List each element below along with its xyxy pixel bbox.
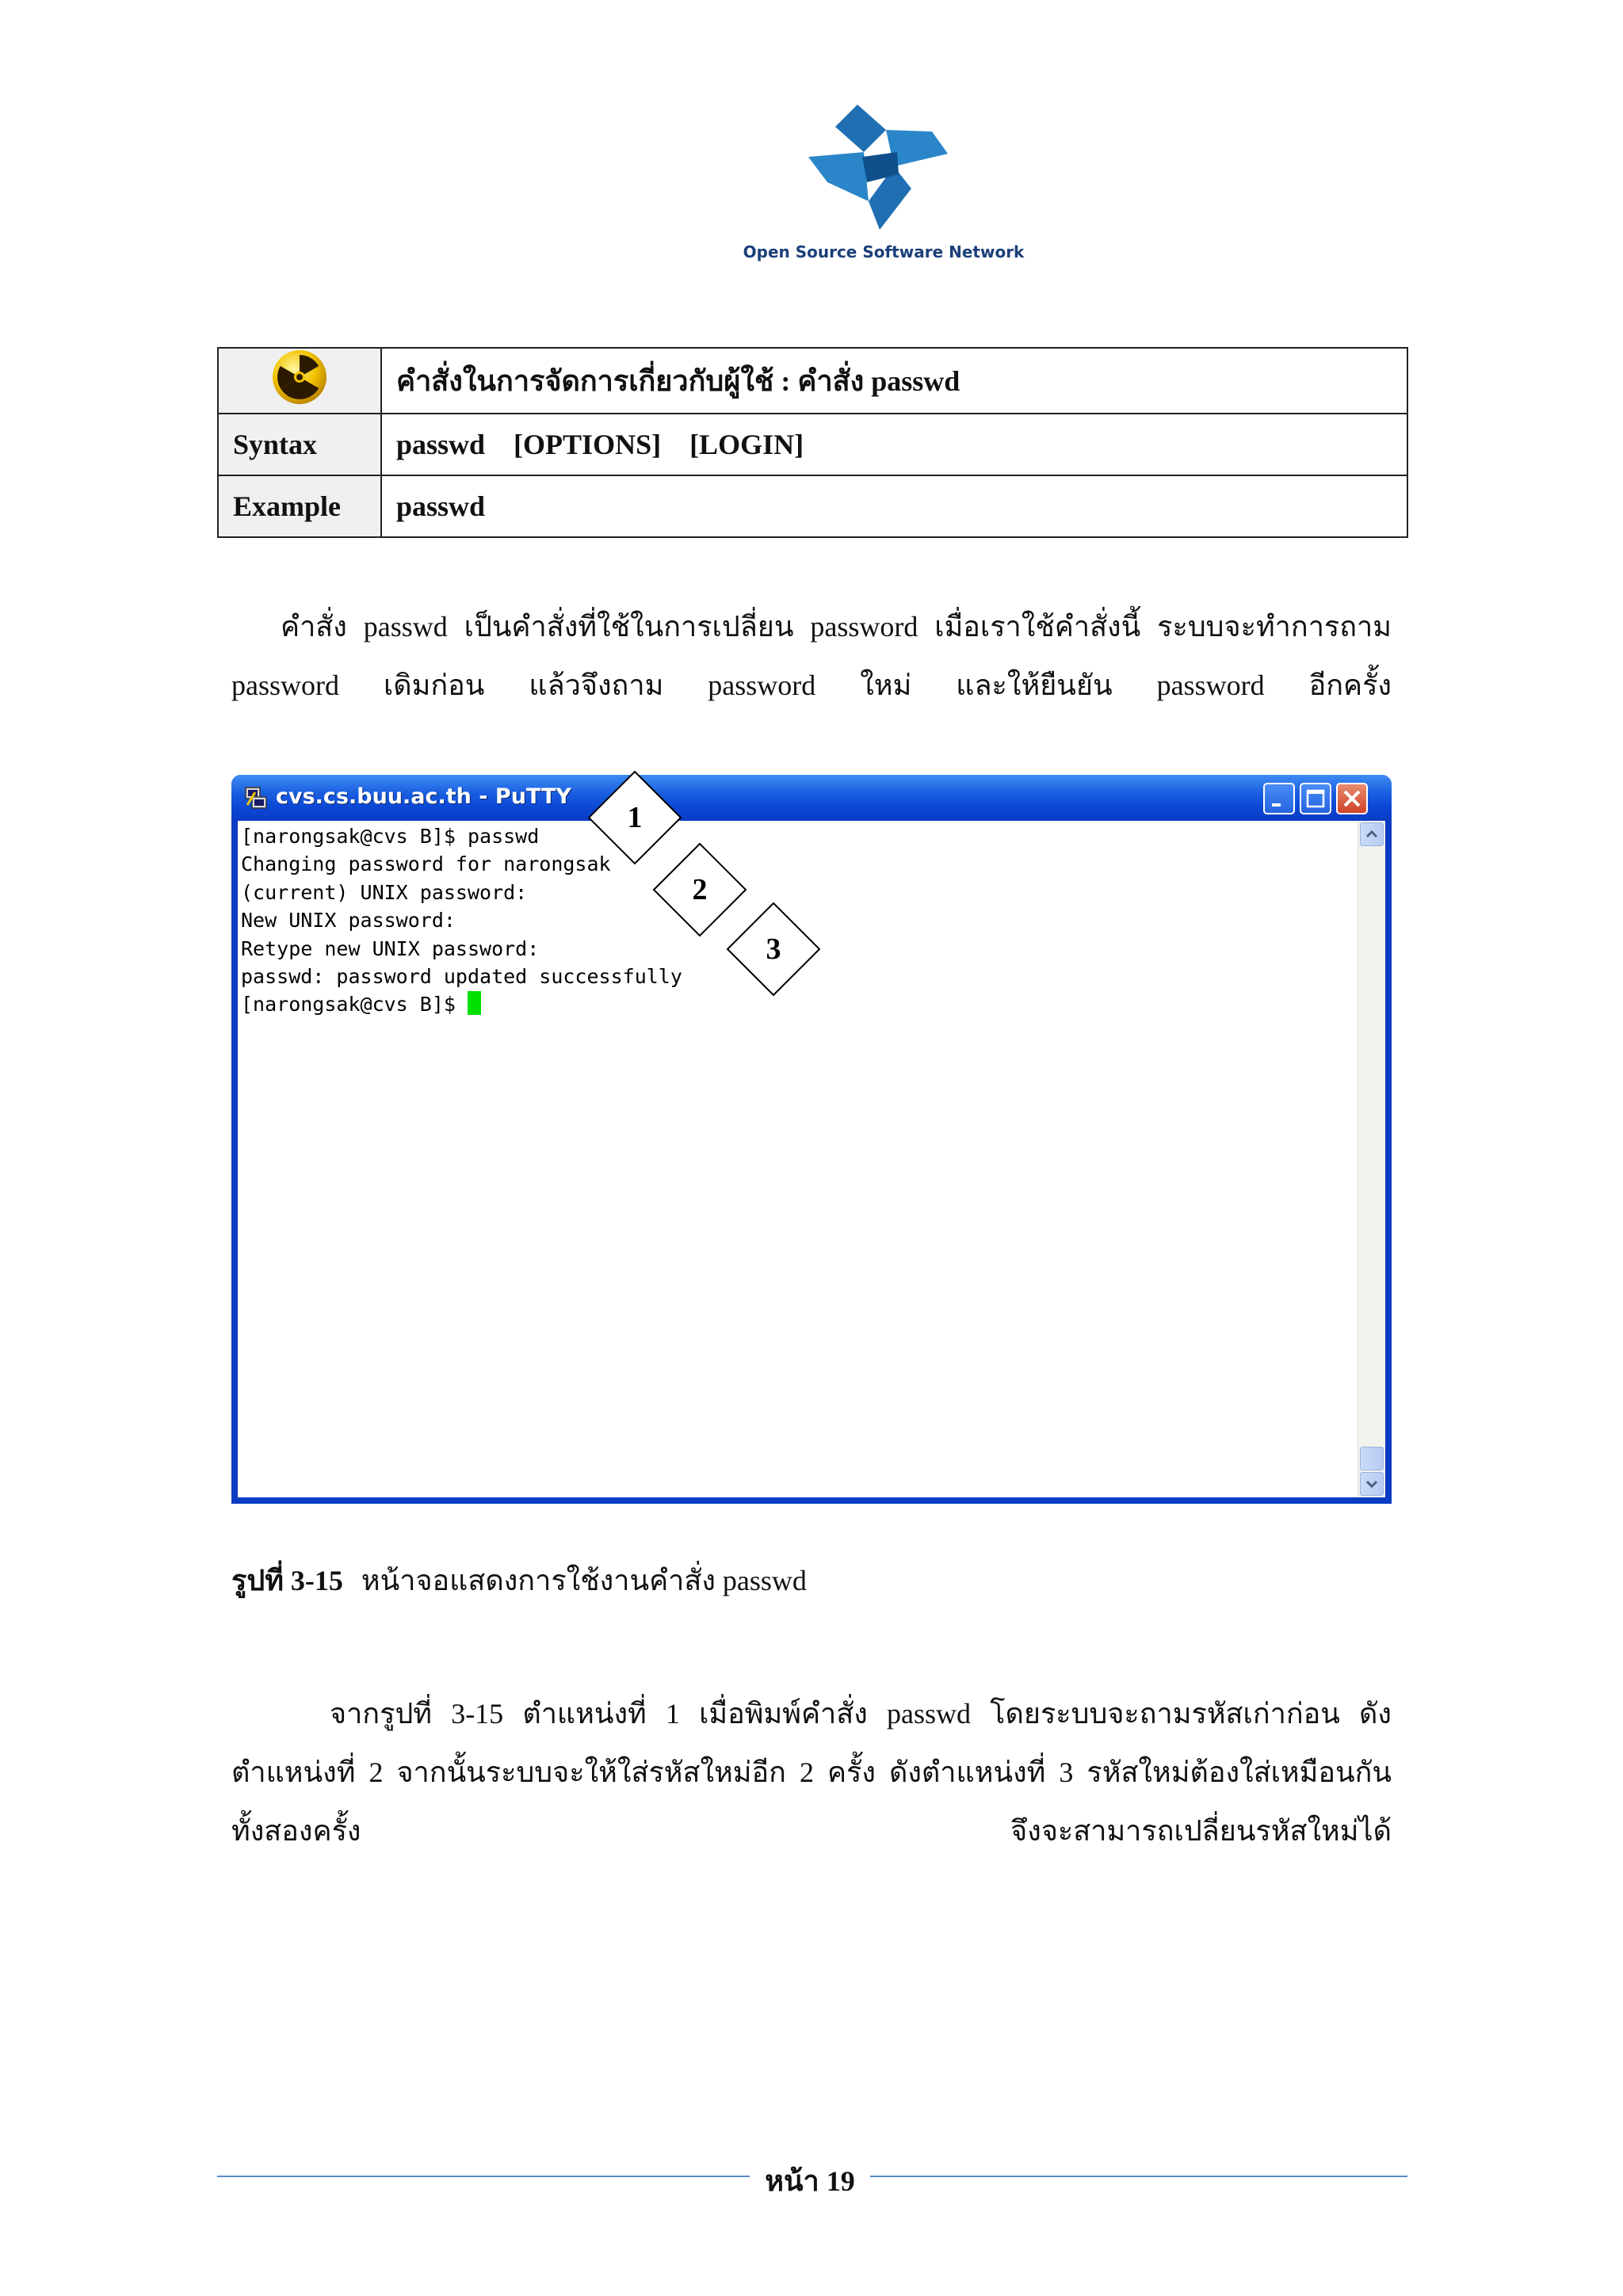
- terminal-line: Changing password for narongsak: [241, 852, 611, 876]
- explanation-line-1: จากรูปที่ 3-15 ตำแหน่งที่ 1 เมื่อพิมพ์คำสั่ง passwd โดยระบบจะถามรหัสเก่าก่อน ดัง: [330, 1698, 1392, 1730]
- scroll-down-button[interactable]: [1360, 1472, 1384, 1496]
- putty-window[interactable]: [231, 775, 1392, 1504]
- terminal-line: [narongsak@cvs B]$ passwd: [241, 825, 540, 848]
- maximize-button[interactable]: [1300, 783, 1331, 814]
- command-table: [217, 347, 1408, 538]
- oss-network-logo: [713, 87, 1054, 285]
- scroll-up-button[interactable]: [1360, 822, 1384, 846]
- footer-rule-left: [217, 2176, 750, 2177]
- close-button[interactable]: [1336, 783, 1368, 814]
- window-title: cvs.cs.buu.ac.th - PuTTY: [276, 784, 571, 809]
- logo-text: Open Source Software Network: [743, 242, 1025, 261]
- position-marker-3: [726, 902, 821, 997]
- figure-caption: [231, 1558, 807, 1603]
- table-heading: คำสั่งในการจัดการเกี่ยวกับผู้ใช้ : คำสั่ง passwd: [381, 348, 1407, 414]
- page-number: หน้า 19: [765, 2165, 855, 2197]
- marker-number: 2: [692, 873, 708, 906]
- intro-line-2: password เดิมก่อน แล้วจึงถาม password ใหม่ และให้ยืนยัน password อีกครั้ง: [231, 669, 1392, 701]
- marker-number: 1: [627, 801, 643, 834]
- marker-number: 3: [766, 933, 781, 966]
- chevron-up-icon: [1361, 823, 1383, 845]
- window-titlebar[interactable]: [231, 775, 1392, 821]
- close-icon: [1338, 784, 1366, 813]
- table-icon-cell: [218, 348, 381, 414]
- putty-app-icon: [242, 784, 269, 811]
- example-label: Example: [218, 475, 381, 537]
- terminal-line: Retype new UNIX password:: [241, 936, 540, 960]
- terminal-line: passwd: password updated successfully: [241, 964, 682, 988]
- radiation-warning-icon: [268, 349, 331, 406]
- explanation-line-2: ตำแหน่งที่ 2 จากนั้นระบบจะให้ใส่รหัสใหม่อีก 2 ครั้ง ดังตำแหน่งที่ 3 รหัสใหม่ต้องใส่เหมือนกัน: [231, 1756, 1392, 1788]
- example-value: passwd: [381, 475, 1407, 537]
- terminal-cursor: [468, 991, 481, 1015]
- syntax-text: passwd [OPTIONS] [LOGIN]: [396, 429, 804, 460]
- explanation-line-3: ทั้งสองครั้ง จึงจะสามารถเปลี่ยนรหัสใหม่ได้: [231, 1815, 1392, 1847]
- caption-label: รูปที่ 3-15: [231, 1565, 343, 1596]
- terminal-prompt: [narongsak@cvs B]$: [241, 993, 468, 1016]
- intro-paragraph: [231, 597, 1392, 715]
- oss-network-pinwheel-logo-icon: [792, 93, 975, 244]
- explanation-paragraph: [231, 1684, 1392, 1860]
- minimize-button[interactable]: [1263, 783, 1295, 814]
- syntax-value: [381, 414, 1407, 475]
- vertical-scrollbar[interactable]: [1358, 821, 1385, 1497]
- footer-rule-right: [870, 2176, 1407, 2177]
- chevron-down-icon: [1361, 1473, 1383, 1495]
- caption-text: หน้าจอแสดงการใช้งานคำสั่ง passwd: [361, 1565, 807, 1596]
- syntax-label: Syntax: [218, 414, 381, 475]
- maximize-icon: [1301, 784, 1330, 813]
- scrollbar-thumb[interactable]: [1360, 1447, 1384, 1470]
- terminal-line: New UNIX password:: [241, 909, 456, 933]
- minimize-icon: [1265, 784, 1293, 813]
- terminal-line: (current) UNIX password:: [241, 880, 528, 904]
- intro-line-1: คำสั่ง passwd เป็นคำสั่งที่ใช้ในการเปลี่ยน password เมื่อเราใช้คำสั่งนี้ ระบบจะทำการถาม: [281, 611, 1392, 643]
